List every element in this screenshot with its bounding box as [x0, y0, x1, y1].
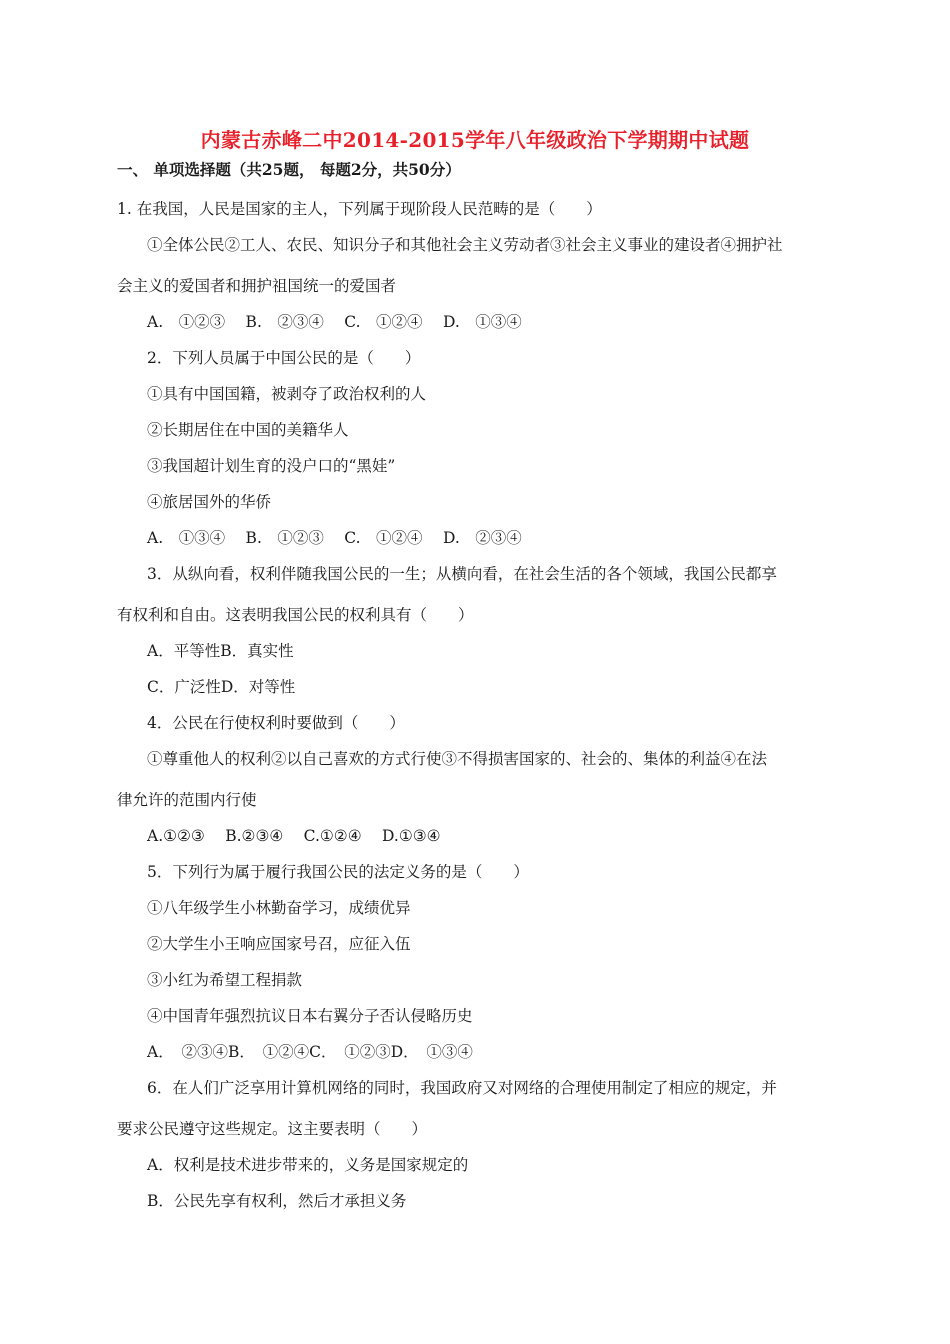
question-4-options: A.①②③ B.②③④ C.①②④ D.①③④ [147, 827, 441, 845]
question-1-desc-line1: ①全体公民②工人、农民、知识分子和其他社会主义劳动者③社会主义事业的建设者④拥护社 [147, 236, 783, 254]
question-3-stem-line1: 3．从纵向看，权利伴随我国公民的一生；从横向看，在社会生活的各个领域，我国公民都享 [147, 565, 777, 583]
section-heading: 一、 单项选择题（共25题， 每题2分，共50分） [117, 160, 461, 179]
question-5-stem: 5．下列行为属于履行我国公民的法定义务的是（ ） [147, 863, 529, 881]
question-5-item-2: ②大学生小王响应国家号召，应征入伍 [147, 935, 411, 953]
question-2-stem: 2．下列人员属于中国公民的是（ ） [147, 349, 421, 367]
question-3-options-ab: A．平等性B．真实性 [147, 642, 294, 660]
question-2-item-2: ②长期居住在中国的美籍华人 [147, 421, 349, 439]
question-4-stem: 4．公民在行使权利时要做到（ ） [147, 714, 405, 732]
exam-title: 内蒙古赤峰二中2014-2015学年八年级政治下学期期中试题 [200, 128, 750, 152]
question-1-options: A. ①②③ B. ②③④ C. ①②④ D. ①③④ [147, 313, 522, 331]
question-5-item-1: ①八年级学生小林勤奋学习，成绩优异 [147, 899, 411, 917]
question-2-options: A. ①③④ B. ①②③ C. ①②④ D. ②③④ [147, 529, 522, 547]
question-4-desc-line2: 律允许的范围内行使 [117, 791, 257, 809]
question-5-item-3: ③小红为希望工程捐款 [147, 971, 303, 989]
question-6-option-a: A．权利是技术进步带来的，义务是国家规定的 [147, 1156, 469, 1174]
question-1-desc-line2: 会主义的爱国者和拥护祖国统一的爱国者 [117, 277, 397, 295]
question-6-stem-line2: 要求公民遵守这些规定。这主要表明（ ） [117, 1120, 428, 1138]
question-5-item-4: ④中国青年强烈抗议日本右翼分子否认侵略历史 [147, 1007, 473, 1025]
question-2-item-3: ③我国超计划生育的没户口的“黑娃” [147, 457, 396, 475]
question-1-stem: 1. 在我国，人民是国家的主人，下列属于现阶段人民范畴的是（ ） [117, 200, 602, 218]
question-4-desc-line1: ①尊重他人的权利②以自己喜欢的方式行使③不得损害国家的、社会的、集体的利益④在法 [147, 750, 768, 768]
question-6-option-b: B．公民先享有权利，然后才承担义务 [147, 1192, 407, 1210]
question-2-item-4: ④旅居国外的华侨 [147, 493, 272, 511]
question-6-stem-line1: 6．在人们广泛享用计算机网络的同时，我国政府又对网络的合理使用制定了相应的规定，并 [147, 1079, 777, 1097]
question-3-stem-line2: 有权利和自由。这表明我国公民的权利具有（ ） [117, 606, 474, 624]
question-2-item-1: ①具有中国国籍，被剥夺了政治权利的人 [147, 385, 427, 403]
question-5-options: A． ②③④B． ①②④C． ①②③D． ①③④ [147, 1043, 473, 1061]
question-3-options-cd: C．广泛性D．对等性 [147, 678, 296, 696]
